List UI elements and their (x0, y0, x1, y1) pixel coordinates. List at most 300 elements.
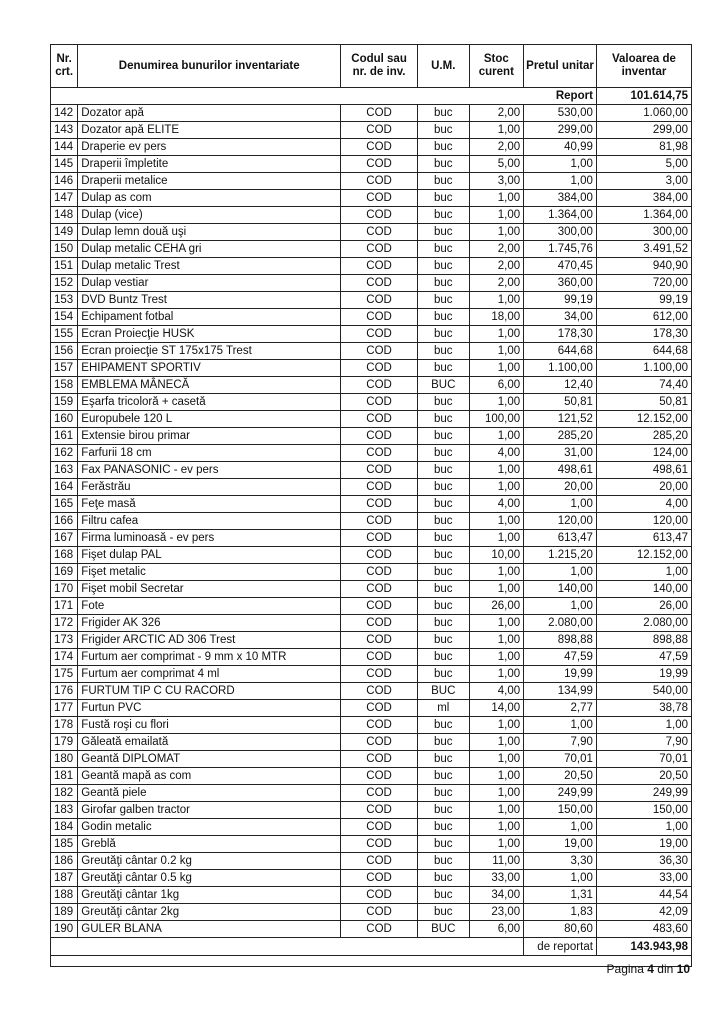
row-pret: 50,81 (524, 394, 597, 411)
row-pret: 121,52 (524, 411, 597, 428)
table-row (51, 768, 692, 785)
row-val: 384,00 (596, 190, 691, 207)
row-val: 12.152,00 (596, 411, 691, 428)
table-row (51, 122, 692, 139)
row-cod: COD (341, 496, 418, 513)
row-val: 300,00 (596, 224, 691, 241)
row-name: Fax PANASONIC - ev pers (78, 462, 341, 479)
table-row (51, 598, 692, 615)
row-pret: 34,00 (524, 309, 597, 326)
page-middle: din (657, 962, 674, 976)
row-pret: 360,00 (524, 275, 597, 292)
row-val: 613,47 (596, 530, 691, 547)
row-stoc: 1,00 (469, 360, 524, 377)
row-val: 178,30 (596, 326, 691, 343)
row-nr: 157 (51, 360, 78, 377)
row-name: Dulap (vice) (78, 207, 341, 224)
row-val: 1.100,00 (596, 360, 691, 377)
row-cod: COD (341, 564, 418, 581)
row-val: 20,50 (596, 768, 691, 785)
row-cod: COD (341, 156, 418, 173)
row-nr: 150 (51, 241, 78, 258)
row-um: buc (417, 122, 469, 139)
row-nr: 162 (51, 445, 78, 462)
row-um: buc (417, 649, 469, 666)
row-um: buc (417, 241, 469, 258)
row-nr: 169 (51, 564, 78, 581)
row-val: 42,09 (596, 904, 691, 921)
row-cod: COD (341, 547, 418, 564)
row-cod: COD (341, 598, 418, 615)
row-val: 38,78 (596, 700, 691, 717)
row-name: Girofar galben tractor (78, 802, 341, 819)
row-stoc: 1,00 (469, 768, 524, 785)
row-nr: 167 (51, 530, 78, 547)
row-name: Greutăţi cântar 0.5 kg (78, 870, 341, 887)
row-name: Greutăţi cântar 2kg (78, 904, 341, 921)
row-pret: 530,00 (524, 105, 597, 122)
row-um: buc (417, 666, 469, 683)
row-name: EMBLEMA MÂNECĂ (78, 377, 341, 394)
row-cod: COD (341, 632, 418, 649)
row-pret: 134,99 (524, 683, 597, 700)
row-pret: 285,20 (524, 428, 597, 445)
row-cod: COD (341, 700, 418, 717)
table-row (51, 513, 692, 530)
row-val: 120,00 (596, 513, 691, 530)
row-val: 3.491,52 (596, 241, 691, 258)
row-pret: 300,00 (524, 224, 597, 241)
row-stoc: 1,00 (469, 632, 524, 649)
row-um: buc (417, 768, 469, 785)
row-pret: 1,83 (524, 904, 597, 921)
row-name: Eşarfa tricoloră + casetă (78, 394, 341, 411)
row-name: Dulap as com (78, 190, 341, 207)
row-stoc: 1,00 (469, 343, 524, 360)
row-stoc: 2,00 (469, 241, 524, 258)
row-stoc: 1,00 (469, 207, 524, 224)
row-um: BUC (417, 377, 469, 394)
table-row (51, 904, 692, 921)
row-val: 3,00 (596, 173, 691, 190)
row-name: Europubele 120 L (78, 411, 341, 428)
row-val: 36,30 (596, 853, 691, 870)
row-um: buc (417, 853, 469, 870)
row-cod: COD (341, 530, 418, 547)
row-name: Fote (78, 598, 341, 615)
row-cod: COD (341, 122, 418, 139)
row-um: buc (417, 802, 469, 819)
row-nr: 153 (51, 292, 78, 309)
row-nr: 158 (51, 377, 78, 394)
row-val: 74,40 (596, 377, 691, 394)
row-pret: 1,00 (524, 173, 597, 190)
row-cod: COD (341, 241, 418, 258)
row-cod: COD (341, 683, 418, 700)
row-cod: COD (341, 292, 418, 309)
row-name: Dozator apă (78, 105, 341, 122)
row-nr: 166 (51, 513, 78, 530)
row-cod: COD (341, 411, 418, 428)
table-row (51, 836, 692, 853)
row-pret: 40,99 (524, 139, 597, 156)
row-um: buc (417, 326, 469, 343)
row-um: buc (417, 394, 469, 411)
row-name: Furtum aer comprimat 4 ml (78, 666, 341, 683)
row-pret: 1,31 (524, 887, 597, 904)
row-stoc: 1,00 (469, 479, 524, 496)
row-val: 1,00 (596, 564, 691, 581)
row-name: Extensie birou primar (78, 428, 341, 445)
row-stoc: 1,00 (469, 649, 524, 666)
row-cod: COD (341, 870, 418, 887)
table-row (51, 564, 692, 581)
table-row (51, 853, 692, 870)
row-nr: 173 (51, 632, 78, 649)
page-number (607, 962, 690, 976)
row-nr: 187 (51, 870, 78, 887)
row-stoc: 1,00 (469, 734, 524, 751)
row-nr: 149 (51, 224, 78, 241)
row-cod: COD (341, 377, 418, 394)
row-nr: 148 (51, 207, 78, 224)
table-row (51, 139, 692, 156)
row-pret: 12,40 (524, 377, 597, 394)
row-pret: 1.364,00 (524, 207, 597, 224)
footer-spacer (51, 938, 524, 956)
table-row (51, 683, 692, 700)
row-cod: COD (341, 615, 418, 632)
row-nr: 170 (51, 581, 78, 598)
header-um: U.M. (417, 45, 469, 88)
row-um: buc (417, 836, 469, 853)
row-nr: 178 (51, 717, 78, 734)
table-row (51, 802, 692, 819)
row-name: Farfurii 18 cm (78, 445, 341, 462)
table-row (51, 700, 692, 717)
table-row (51, 343, 692, 360)
row-um: buc (417, 343, 469, 360)
row-name: Frigider ARCTIC AD 306 Trest (78, 632, 341, 649)
row-um: buc (417, 360, 469, 377)
row-cod: COD (341, 428, 418, 445)
row-nr: 172 (51, 615, 78, 632)
row-um: buc (417, 717, 469, 734)
row-pret: 249,99 (524, 785, 597, 802)
row-nr: 155 (51, 326, 78, 343)
row-val: 1,00 (596, 819, 691, 836)
table-row (51, 870, 692, 887)
row-val: 898,88 (596, 632, 691, 649)
row-stoc: 33,00 (469, 870, 524, 887)
row-stoc: 1,00 (469, 462, 524, 479)
row-nr: 183 (51, 802, 78, 819)
row-val: 720,00 (596, 275, 691, 292)
row-nr: 159 (51, 394, 78, 411)
row-um: buc (417, 224, 469, 241)
row-nr: 165 (51, 496, 78, 513)
row-nr: 180 (51, 751, 78, 768)
row-nr: 189 (51, 904, 78, 921)
row-cod: COD (341, 513, 418, 530)
row-nr: 163 (51, 462, 78, 479)
table-row (51, 717, 692, 734)
row-stoc: 1,00 (469, 581, 524, 598)
row-name: Geantă piele (78, 785, 341, 802)
row-val: 50,81 (596, 394, 691, 411)
table-row (51, 224, 692, 241)
row-um: buc (417, 751, 469, 768)
row-nr: 144 (51, 139, 78, 156)
row-val: 285,20 (596, 428, 691, 445)
row-stoc: 4,00 (469, 496, 524, 513)
row-cod: COD (341, 258, 418, 275)
row-name: Ferăstrău (78, 479, 341, 496)
table-row (51, 547, 692, 564)
row-cod: COD (341, 921, 418, 938)
row-um: buc (417, 581, 469, 598)
row-pret: 470,45 (524, 258, 597, 275)
row-nr: 179 (51, 734, 78, 751)
row-nr: 168 (51, 547, 78, 564)
row-cod: COD (341, 581, 418, 598)
row-val: 1,00 (596, 717, 691, 734)
header-name: Denumirea bunurilor inventariate (78, 45, 341, 88)
row-val: 5,00 (596, 156, 691, 173)
row-val: 12.152,00 (596, 547, 691, 564)
row-stoc: 1,00 (469, 615, 524, 632)
row-cod: COD (341, 734, 418, 751)
row-val: 33,00 (596, 870, 691, 887)
row-name: Furtun PVC (78, 700, 341, 717)
row-val: 81,98 (596, 139, 691, 156)
row-stoc: 34,00 (469, 887, 524, 904)
table-row (51, 377, 692, 394)
row-val: 540,00 (596, 683, 691, 700)
row-stoc: 1,00 (469, 802, 524, 819)
row-pret: 2.080,00 (524, 615, 597, 632)
row-um: buc (417, 190, 469, 207)
row-name: DVD Buntz Trest (78, 292, 341, 309)
row-cod: COD (341, 139, 418, 156)
row-cod: COD (341, 717, 418, 734)
row-pret: 3,30 (524, 853, 597, 870)
row-pret: 178,30 (524, 326, 597, 343)
row-stoc: 1,00 (469, 190, 524, 207)
row-val: 483,60 (596, 921, 691, 938)
row-um: buc (417, 513, 469, 530)
row-stoc: 10,00 (469, 547, 524, 564)
row-stoc: 1,00 (469, 785, 524, 802)
row-name: Fişet mobil Secretar (78, 581, 341, 598)
row-nr: 185 (51, 836, 78, 853)
row-val: 1.060,00 (596, 105, 691, 122)
row-pret: 1.100,00 (524, 360, 597, 377)
row-name: Feţe masă (78, 496, 341, 513)
row-stoc: 4,00 (469, 445, 524, 462)
row-pret: 31,00 (524, 445, 597, 462)
row-nr: 174 (51, 649, 78, 666)
row-name: GULER BLANA (78, 921, 341, 938)
row-stoc: 1,00 (469, 717, 524, 734)
row-cod: COD (341, 887, 418, 904)
row-stoc: 11,00 (469, 853, 524, 870)
table-row (51, 734, 692, 751)
row-name: Greutăţi cântar 1kg (78, 887, 341, 904)
row-nr: 171 (51, 598, 78, 615)
row-cod: COD (341, 853, 418, 870)
row-name: Fişet metalic (78, 564, 341, 581)
table-row (51, 496, 692, 513)
footer-bottom (51, 956, 692, 967)
row-nr: 181 (51, 768, 78, 785)
row-val: 150,00 (596, 802, 691, 819)
row-pret: 1.215,20 (524, 547, 597, 564)
row-nr: 160 (51, 411, 78, 428)
table-row (51, 581, 692, 598)
row-nr: 177 (51, 700, 78, 717)
table-row (51, 445, 692, 462)
row-name: EHIPAMENT SPORTIV (78, 360, 341, 377)
row-stoc: 1,00 (469, 394, 524, 411)
table-row (51, 887, 692, 904)
row-nr: 146 (51, 173, 78, 190)
row-um: buc (417, 445, 469, 462)
row-name: Fustă roşi cu flori (78, 717, 341, 734)
row-nr: 188 (51, 887, 78, 904)
table-row (51, 921, 692, 938)
row-um: buc (417, 309, 469, 326)
row-um: buc (417, 785, 469, 802)
table-header-row (51, 45, 692, 88)
row-pret: 19,00 (524, 836, 597, 853)
row-um: buc (417, 904, 469, 921)
row-pret: 47,59 (524, 649, 597, 666)
table-row (51, 632, 692, 649)
row-um: buc (417, 411, 469, 428)
row-val: 47,59 (596, 649, 691, 666)
footer-bottom-row (51, 956, 692, 967)
row-pret: 498,61 (524, 462, 597, 479)
footer-label: de reportat (524, 938, 597, 956)
row-val: 249,99 (596, 785, 691, 802)
row-name: Draperie ev pers (78, 139, 341, 156)
row-cod: COD (341, 275, 418, 292)
header-pret: Pretul unitar (524, 45, 597, 88)
row-cod: COD (341, 309, 418, 326)
row-val: 70,01 (596, 751, 691, 768)
row-cod: COD (341, 904, 418, 921)
row-val: 1.364,00 (596, 207, 691, 224)
row-pret: 2,77 (524, 700, 597, 717)
row-pret: 99,19 (524, 292, 597, 309)
row-name: Dulap vestiar (78, 275, 341, 292)
row-pret: 1,00 (524, 564, 597, 581)
row-name: Geantă mapă as com (78, 768, 341, 785)
page-current: 4 (647, 962, 654, 976)
row-name: Dulap lemn două uşi (78, 224, 341, 241)
row-stoc: 3,00 (469, 173, 524, 190)
row-name: Furtum aer comprimat - 9 mm x 10 MTR (78, 649, 341, 666)
row-val: 498,61 (596, 462, 691, 479)
table-row (51, 241, 692, 258)
header-cod: Codul sau nr. de inv. (341, 45, 418, 88)
table-row (51, 258, 692, 275)
row-stoc: 1,00 (469, 428, 524, 445)
table-row (51, 173, 692, 190)
row-nr: 186 (51, 853, 78, 870)
table-row (51, 819, 692, 836)
row-cod: COD (341, 190, 418, 207)
row-stoc: 2,00 (469, 275, 524, 292)
row-val: 4,00 (596, 496, 691, 513)
row-cod: COD (341, 343, 418, 360)
row-um: buc (417, 428, 469, 445)
report-spacer (51, 88, 524, 105)
row-pret: 1,00 (524, 870, 597, 887)
table-row (51, 615, 692, 632)
row-cod: COD (341, 751, 418, 768)
table-row (51, 479, 692, 496)
row-name: Ecran proiecţie ST 175x175 Trest (78, 343, 341, 360)
row-um: buc (417, 139, 469, 156)
row-name: Dulap metalic Trest (78, 258, 341, 275)
row-cod: COD (341, 649, 418, 666)
row-val: 99,19 (596, 292, 691, 309)
row-stoc: 1,00 (469, 326, 524, 343)
row-val: 20,00 (596, 479, 691, 496)
row-nr: 151 (51, 258, 78, 275)
row-pret: 70,01 (524, 751, 597, 768)
table-row (51, 275, 692, 292)
table-row (51, 156, 692, 173)
report-row (51, 88, 692, 105)
row-cod: COD (341, 462, 418, 479)
row-cod: COD (341, 479, 418, 496)
row-stoc: 1,00 (469, 224, 524, 241)
row-um: buc (417, 479, 469, 496)
row-nr: 147 (51, 190, 78, 207)
row-stoc: 26,00 (469, 598, 524, 615)
row-pret: 898,88 (524, 632, 597, 649)
row-name: Greutăţi cântar 0.2 kg (78, 853, 341, 870)
row-name: Fişet dulap PAL (78, 547, 341, 564)
table-row (51, 428, 692, 445)
row-um: buc (417, 462, 469, 479)
table-row (51, 751, 692, 768)
row-nr: 145 (51, 156, 78, 173)
row-cod: COD (341, 326, 418, 343)
row-stoc: 1,00 (469, 292, 524, 309)
row-cod: COD (341, 360, 418, 377)
row-name: Draperii metalice (78, 173, 341, 190)
table-row (51, 649, 692, 666)
row-name: Echipament fotbal (78, 309, 341, 326)
table-row (51, 207, 692, 224)
row-name: Găleată emailată (78, 734, 341, 751)
row-name: FURTUM TIP C CU RACORD (78, 683, 341, 700)
row-name: Dozator apă ELITE (78, 122, 341, 139)
row-stoc: 2,00 (469, 105, 524, 122)
row-stoc: 14,00 (469, 700, 524, 717)
row-um: buc (417, 156, 469, 173)
row-val: 299,00 (596, 122, 691, 139)
report-label: Report (524, 88, 597, 105)
row-um: buc (417, 734, 469, 751)
row-stoc: 1,00 (469, 530, 524, 547)
row-stoc: 100,00 (469, 411, 524, 428)
row-cod: COD (341, 207, 418, 224)
